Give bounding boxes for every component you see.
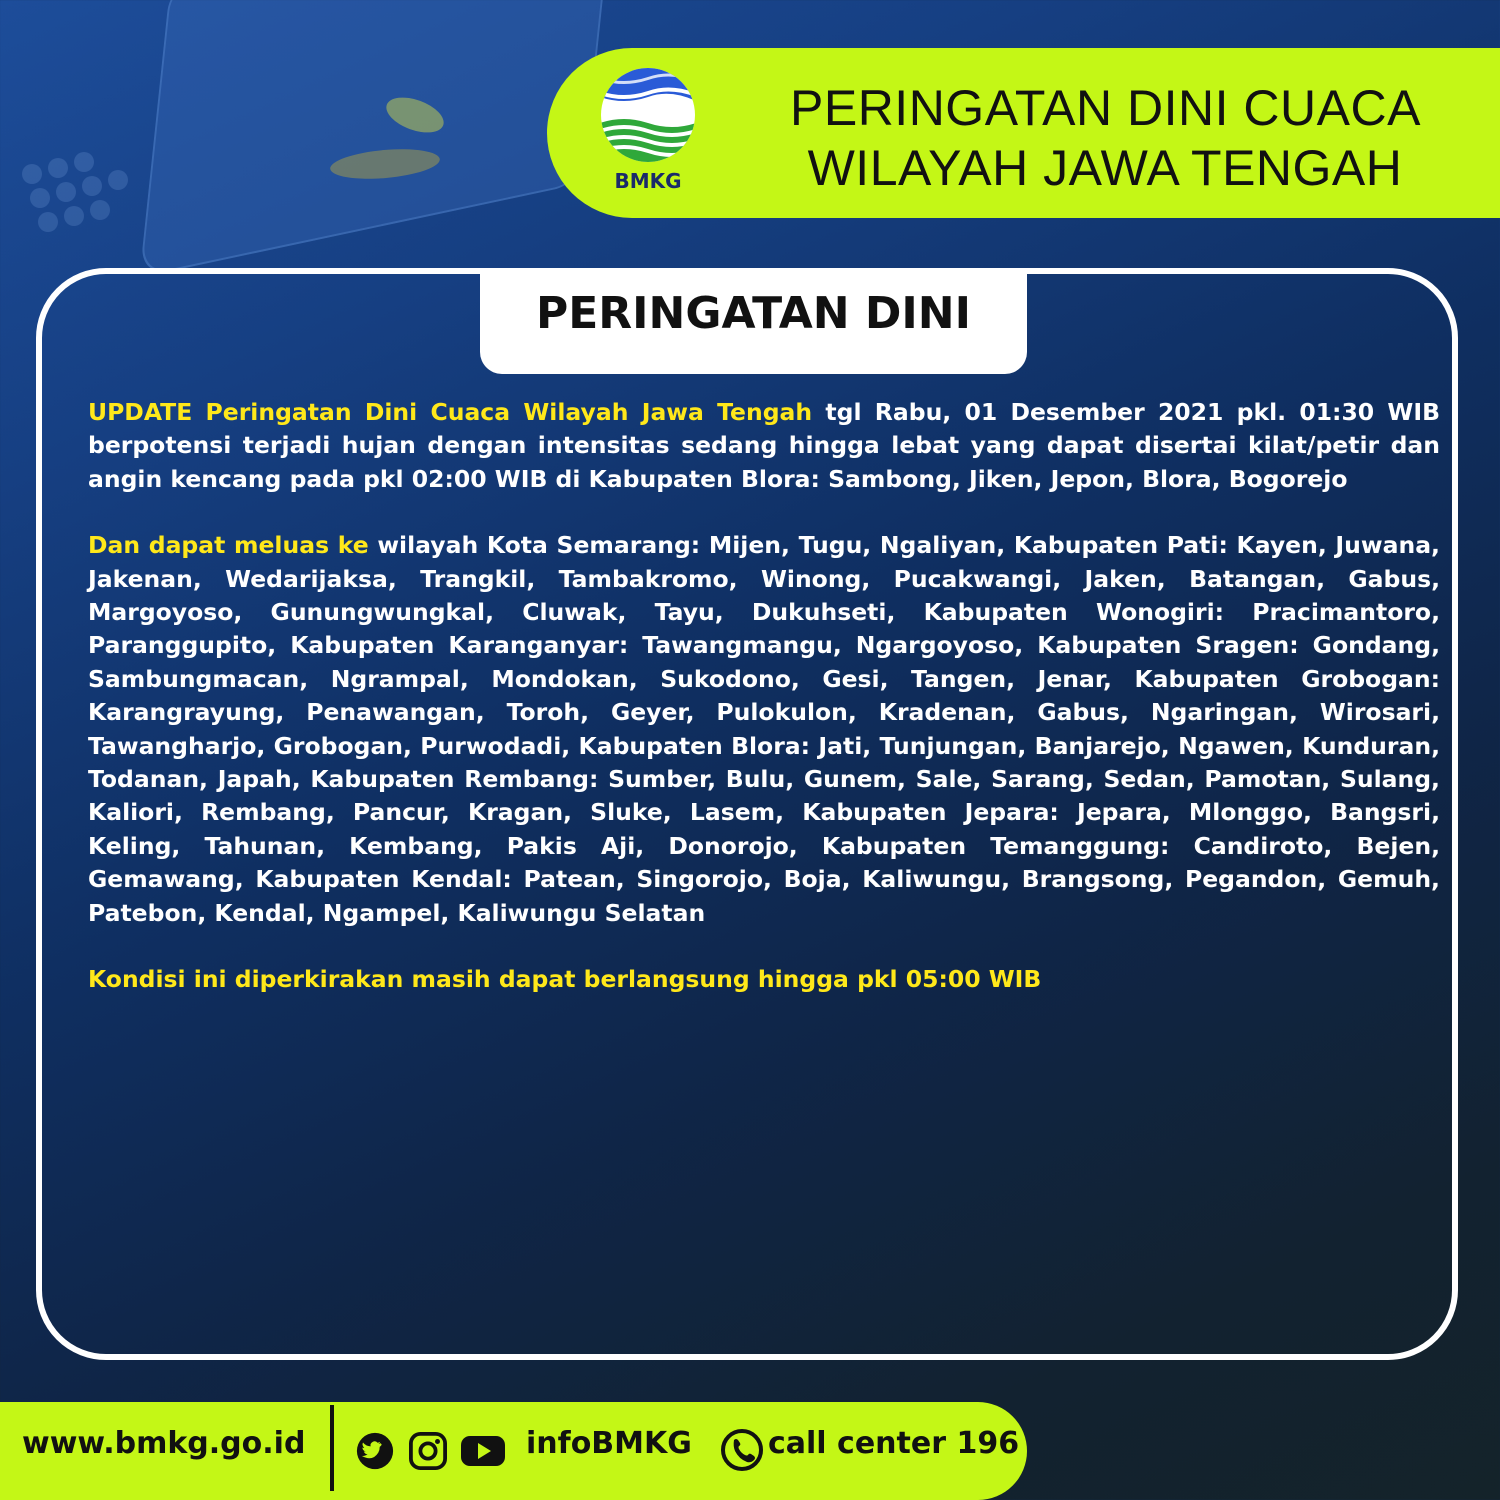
title-line-1: PERINGATAN DINI CUACA xyxy=(790,80,1421,136)
youtube-icon[interactable] xyxy=(460,1432,506,1470)
footer-divider xyxy=(330,1405,334,1491)
call-center[interactable]: call center 196 xyxy=(768,1426,1020,1461)
expand-highlight: Dan dapat meluas ke xyxy=(88,531,369,560)
phone-icon xyxy=(720,1428,764,1472)
warning-content xyxy=(88,396,1440,1030)
warning-paragraph-1 xyxy=(88,396,1440,496)
background-tablet-graphic xyxy=(139,0,614,278)
bmkg-logo xyxy=(600,67,696,192)
instagram-icon[interactable] xyxy=(408,1432,448,1470)
warning-paragraph-2 xyxy=(88,529,1440,930)
background-dots xyxy=(22,152,162,232)
update-highlight: UPDATE Peringatan Dini Cuaca Wilayah Jawa Tengah xyxy=(88,398,813,426)
twitter-icon[interactable] xyxy=(354,1432,396,1470)
update-text: tgl Rabu, 01 Desember 2021 pkl. 01:30 WIB berpotensi terjadi hujan dengan intensitas sedang hingga lebat yang dapat disertai kilat/petir dan angin kencang pada pkl 02:00 WIB di Kabupaten Blora: Sambong, Jiken, Jepon, Blora, Bogorejo xyxy=(88,398,1440,493)
website-link[interactable]: www.bmkg.go.id xyxy=(22,1426,306,1461)
title-line-2: WILAYAH JAWA TENGAH xyxy=(807,140,1403,196)
expand-text: wilayah Kota Semarang: Mijen, Tugu, Ngaliyan, Kabupaten Pati: Kayen, Juwana, Jakenan, Wedarijaksa, Trangkil, Tambakromo, Winong, Pucakwangi, Jaken, Batangan, Gabus, Margoyoso, Gunungwungkal, Cluwak, Tayu, Dukuhseti, Kabupaten Wonogiri: Pracimantoro, Paranggupito, Kabupaten Karanganyar: Tawangmangu, Ngargoyoso, Kabupaten Sragen: Gondang, Sambungmacan, Ngrampal, Mondokan, Sukodono, Gesi, Tangen, Jenar, Kabupaten Grobogan: Karangrayung, Penawangan, Toroh, Geyer, Pulokulon, Kradenan, Gabus, Ngaringan, Wirosari, Tawangharjo, Grobogan, Purwodadi, Kabupaten Blora: Jati, Tunjungan, Banjarejo, Ngawen, Kunduran, Todanan, Japah, Kabupaten Rembang: Sumber, Bulu, Gunem, Sale, Sarang, Sedan, Pamotan, Sulang, Kaliori, Rembang, Pancur, Kragan, Sluke, Lasem, Kabupaten Jepara: Jepara, Mlonggo, Bangsri, Keling, Tahunan, Kembang, Pakis Aji, Donorojo, Kabupaten Temanggung: Candiroto, Bejen, Gemawang, Kabupaten Kendal: Patean, Singorojo, Boja, Kaliwungu, Brangsong, Pegandon, Gemuh, Patebon, Kendal, Ngampel, Kaliwungu Selatan xyxy=(88,531,1440,927)
social-handle[interactable]: infoBMKG xyxy=(526,1426,692,1461)
logo-text: BMKG xyxy=(614,169,682,192)
warning-paragraph-3: Kondisi ini diperkirakan masih dapat berlangsung hingga pkl 05:00 WIB xyxy=(88,965,1042,994)
page-title xyxy=(790,78,1420,198)
card-tab-label: PERINGATAN DINI xyxy=(535,288,971,339)
